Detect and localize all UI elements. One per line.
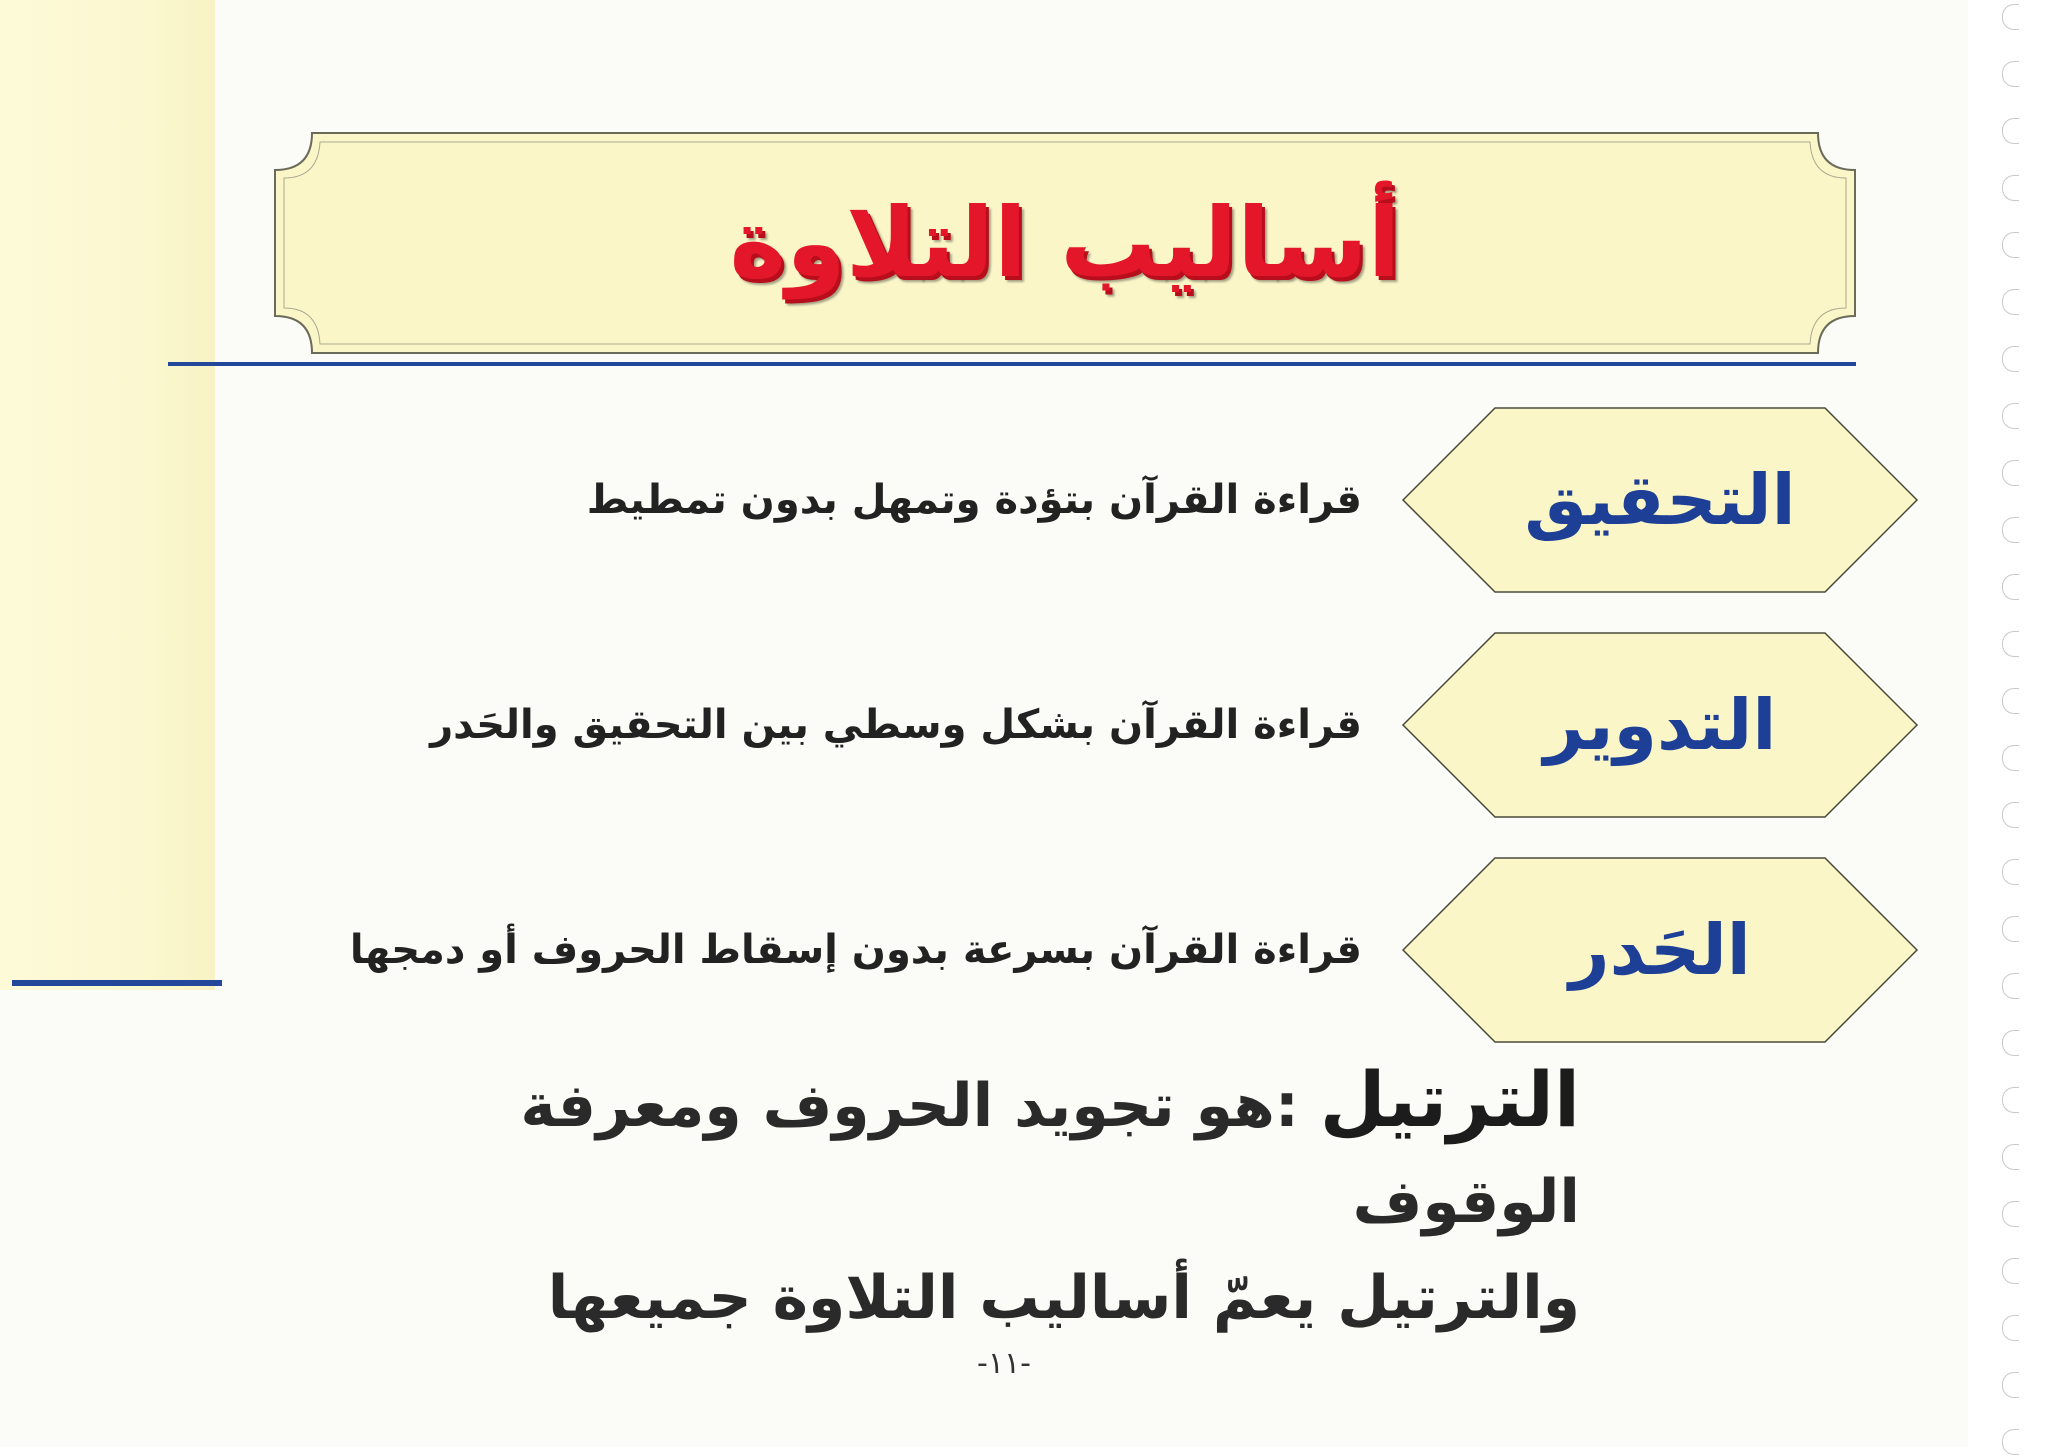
binding-ring	[2002, 1087, 2019, 1113]
title-rule	[168, 362, 1856, 366]
summary-line-1	[400, 1052, 1580, 1250]
term-label: التدوير	[1543, 684, 1777, 766]
recitation-style-row	[0, 630, 2048, 820]
term-hexagon	[1400, 630, 1920, 820]
binding-ring	[2002, 1144, 2019, 1170]
binding-ring	[2002, 1372, 2019, 1398]
binding-ring	[2002, 4, 2019, 30]
summary-line-2: والترتيل يعمّ أساليب التلاوة جميعها	[547, 1263, 1580, 1333]
binding-ring	[2002, 61, 2019, 87]
binding-ring	[2002, 175, 2019, 201]
page-title: أساليب التلاوة	[729, 187, 1401, 299]
binding-ring	[2002, 232, 2019, 258]
term-label: الحَدر	[1569, 909, 1751, 991]
summary-term: الترتيل	[1319, 1055, 1580, 1144]
recitation-style-row	[0, 405, 2048, 595]
binding-ring	[2002, 1315, 2019, 1341]
binding-ring	[2002, 1429, 2019, 1455]
binding-ring	[2002, 118, 2019, 144]
tarteel-summary	[400, 1052, 1580, 1346]
title-banner	[272, 130, 1858, 356]
binding-ring	[2002, 1201, 2019, 1227]
term-description: قراءة القرآن بسرعة بدون إسقاط الحروف أو دمجها	[349, 927, 1362, 973]
term-hexagon	[1400, 405, 1920, 595]
recitation-style-row	[0, 855, 2048, 1045]
term-description: قراءة القرآن بتؤدة وتمهل بدون تمطيط	[586, 477, 1362, 523]
summary-definition: :هو تجويد الحروف ومعرفة الوقوف	[520, 1071, 1580, 1237]
binding-ring	[2002, 289, 2019, 315]
binding-ring	[2002, 346, 2019, 372]
term-label: التحقيق	[1524, 459, 1796, 541]
term-hexagon	[1400, 855, 1920, 1045]
term-description: قراءة القرآن بشكل وسطي بين التحقيق والحَدر	[430, 702, 1362, 748]
binding-ring	[2002, 1258, 2019, 1284]
page-number: -١١-	[977, 1346, 1031, 1381]
